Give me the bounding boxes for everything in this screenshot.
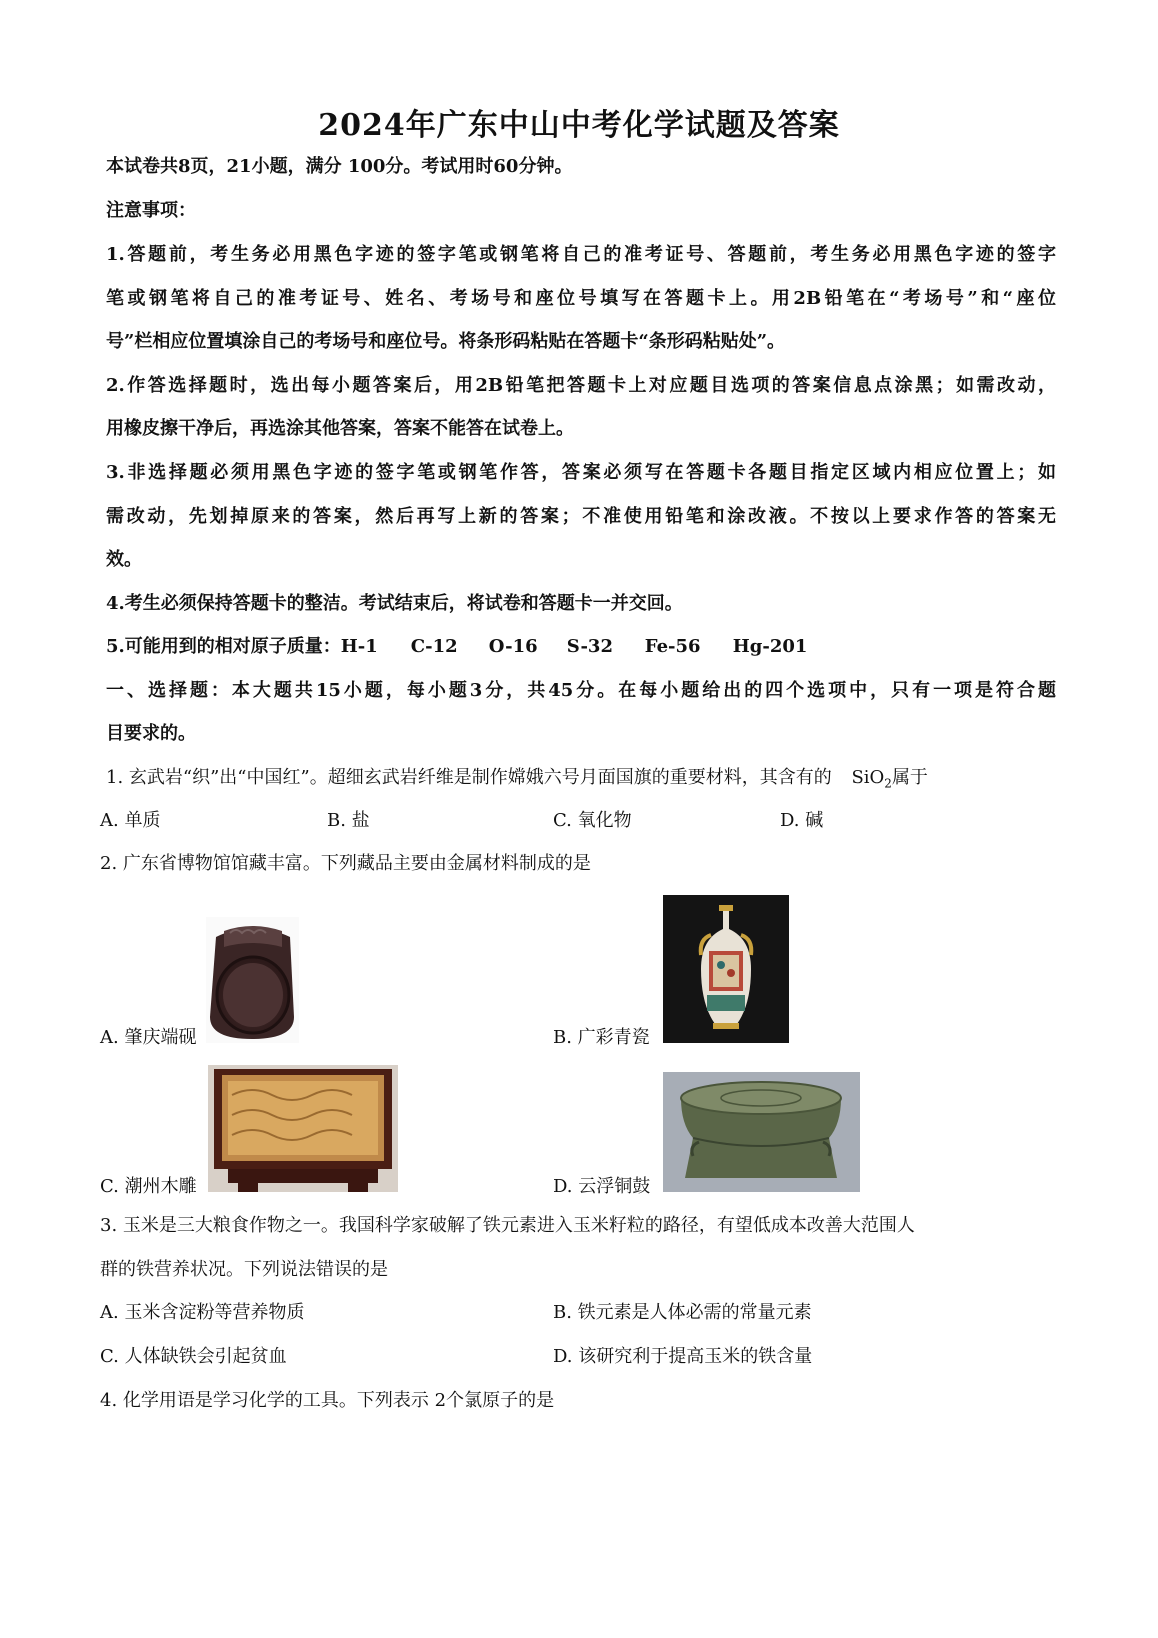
woodcarving-image [208,1065,398,1192]
question-2-stem: 2. 广东省博物馆馆藏丰富。下列藏品主要由金属材料制成的是 [100,853,591,874]
question-4-stem: 4. 化学用语是学习化学的工具。下列表示 2个氯原子的是 [100,1390,555,1411]
atomic-mass-label: 5.可能用到的相对原子质量： [106,636,341,657]
question-1-tail: 属于 [891,767,928,788]
vase-image [663,895,789,1043]
section-heading: 一、选择题：本大题共15小题，每小题3分，共45分。在每小题给出的四个选项中，只有一项是符合题 [106,680,1056,701]
atomic-mass-item: H-1 [340,636,378,657]
option-b-label: B. 广彩青瓷 [553,1027,650,1048]
option-d: D. 该研究利于提高玉米的铁含量 [553,1346,813,1367]
formula-main: SiO [851,767,885,788]
atomic-mass-item: O-16 [488,636,538,657]
page-title: 2024年广东中山中考化学试题及答案 [318,108,840,143]
atomic-mass-item: C-12 [410,636,458,657]
question-1-text: 1. 玄武岩“织”出“中国红”。超细玄武岩纤维是制作嫦娥六号月面国旗的重要材料，其含有的 [106,767,832,788]
atomic-mass-item: Hg-201 [732,636,808,657]
notice-line: 号”栏相应位置填涂自己的考场号和座位号。将条形码粘贴在答题卡“条形码粘贴处”。 [106,331,786,352]
atomic-mass-item: Fe-56 [644,636,701,657]
notice-line: 笔或钢笔将自己的准考证号、姓名、考场号和座位号填写在答题卡上。用2B铅笔在“考场号”和“座位 [106,288,1056,309]
formula-subscript: 2 [884,776,892,791]
option-d-label: D. 云浮铜鼓 [553,1176,651,1197]
atomic-mass-line [106,634,1056,660]
option-a: A. 玉米含淀粉等营养物质 [100,1302,305,1323]
notice-line: 2.作答选择题时，选出每小题答案后，用2B铅笔把答题卡上对应题目选项的答案信息点涂黑；如需改动， [106,375,1056,396]
atomic-mass-item: S-32 [566,636,613,657]
option-c: C. 人体缺铁会引起贫血 [100,1346,287,1367]
notice-heading: 注意事项： [106,200,196,221]
formula-sio2 [851,767,892,791]
bronze-drum-image [663,1072,860,1192]
notice-line: 1.答题前，考生务必用黑色字迹的签字笔或钢笔将自己的准考证号、答题前，考生务必用黑色字迹的签字 [106,244,1056,265]
notice-line: 效。 [106,549,142,570]
option-b: B. 盐 [327,810,370,831]
inkstone-image [206,917,299,1043]
notice-line: 4.考生必须保持答题卡的整洁。考试结束后，将试卷和答题卡一并交回。 [106,593,683,614]
option-d: D. 碱 [780,810,824,831]
intro-text: 本试卷共8页，21小题，满分 100分。考试用时60分钟。 [106,156,573,177]
option-c-label: C. 潮州木雕 [100,1176,197,1197]
option-a-label: A. 肇庆端砚 [100,1027,197,1048]
question-3-stem: 3. 玉米是三大粮食作物之一。我国科学家破解了铁元素进入玉米籽粒的路径，有望低成本改善大范围人 [100,1215,915,1236]
option-a: A. 单质 [100,810,161,831]
notice-line: 需改动，先划掉原来的答案，然后再写上新的答案；不准使用铅笔和涂改液。不按以上要求作答的答案无 [106,506,1056,527]
option-b: B. 铁元素是人体必需的常量元素 [553,1302,812,1323]
option-c: C. 氧化物 [553,810,632,831]
notice-line: 用橡皮擦干净后，再选涂其他答案，答案不能答在试卷上。 [106,418,574,439]
question-3-stem: 群的铁营养状况。下列说法错误的是 [100,1259,388,1280]
question-1-stem [106,765,1056,797]
notice-line: 3.非选择题必须用黑色字迹的签字笔或钢笔作答，答案必须写在答题卡各题目指定区域内相应位置上；如 [106,462,1056,483]
section-heading: 目要求的。 [106,723,196,744]
